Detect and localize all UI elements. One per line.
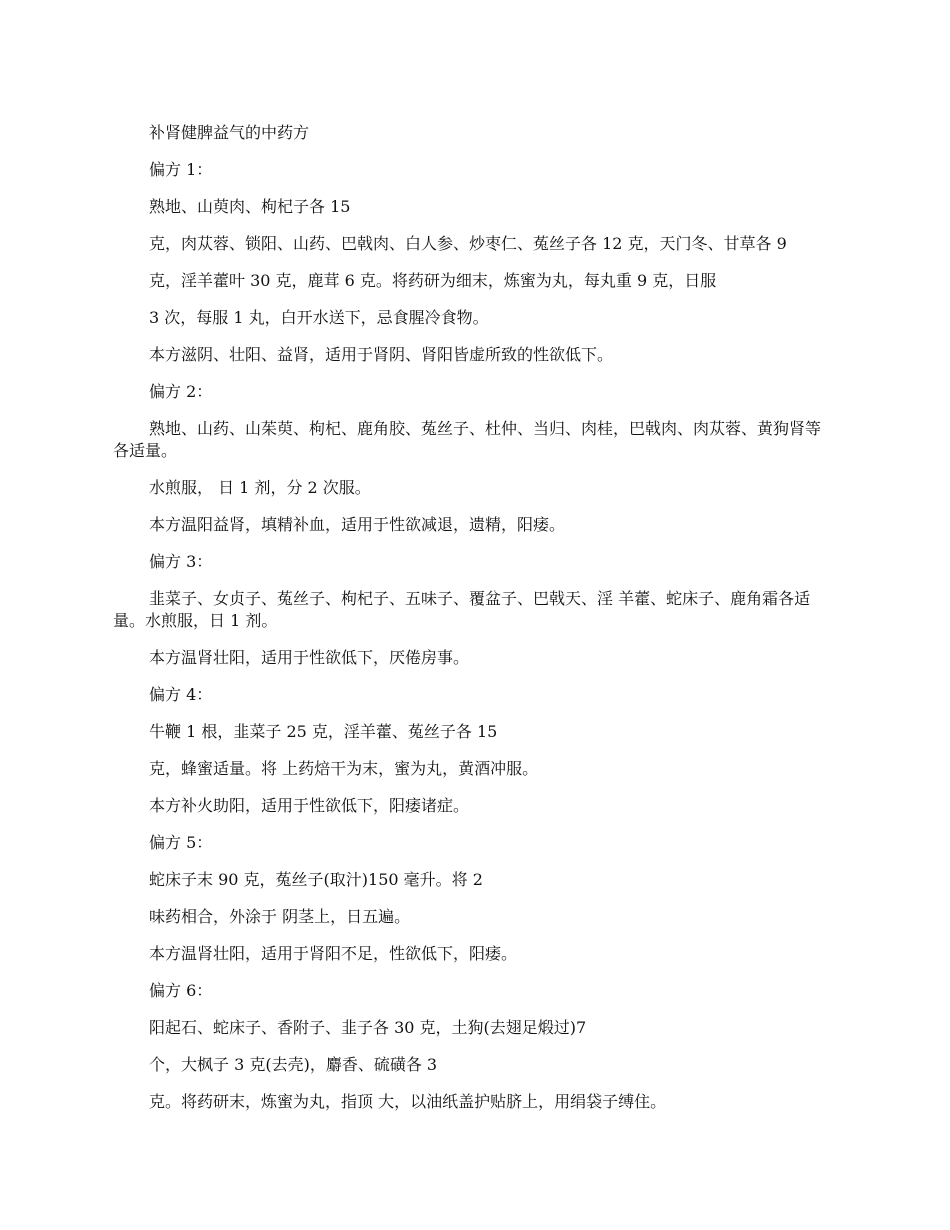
- paragraph: 3 次，每服 1 丸，白开水送下，忌食腥冷食物。: [149, 308, 489, 327]
- paragraph: 本方补火助阳，适用于性欲低下，阳痿诸症。: [149, 796, 470, 815]
- paragraph: 水煎服， 日 1 剂，分 2 次服。: [149, 478, 371, 497]
- paragraph: 熟地、山药、山茱萸、枸杞、鹿角胶、菟丝子、杜仲、当归、肉桂，巴戟肉、肉苁蓉、黄狗肾等各适量。: [113, 419, 822, 460]
- paragraph: 克，肉苁蓉、锁阳、山药、巴戟肉、白人参、炒枣仁、菟丝子各 12 克，天门冬、甘草各 9: [149, 234, 787, 253]
- paragraph: 本方温阳益肾，填精补血，适用于性欲减退，遗精，阳痿。: [149, 515, 566, 534]
- remedy-heading-5: 偏方 5：: [149, 833, 213, 852]
- paragraph: 本方滋阴、壮阳、益肾，适用于肾阴、肾阳皆虚所致的性欲低下。: [149, 345, 614, 364]
- document-title: 补肾健脾益气的中药方: [149, 123, 310, 142]
- remedy-heading-2: 偏方 2：: [149, 382, 213, 401]
- remedy-heading-4: 偏方 4：: [149, 685, 213, 704]
- remedy-heading-3: 偏方 3：: [149, 552, 213, 571]
- paragraph: 味药相合，外涂于 阴茎上，日五遍。: [149, 907, 411, 926]
- paragraph: 克，蜂蜜适量。将 上药焙干为末，蜜为丸，黄酒冲服。: [149, 759, 539, 778]
- paragraph: 牛鞭 1 根，韭菜子 25 克，淫羊藿、菟丝子各 15: [149, 722, 498, 741]
- paragraph: 蛇床子末 90 克，菟丝子(取汁)150 毫升。将 2: [149, 870, 483, 889]
- paragraph: 克，淫羊藿叶 30 克，鹿茸 6 克。将药研为细末，炼蜜为丸，每丸重 9 克，日服: [149, 271, 717, 290]
- paragraph: 本方温肾壮阳，适用于肾阳不足，性欲低下，阳痿。: [149, 944, 518, 963]
- paragraph: 个，大枫子 3 克(去壳)，麝香、硫磺各 3: [149, 1055, 438, 1074]
- paragraph: 熟地、山萸肉、枸杞子各 15: [149, 197, 351, 216]
- paragraph: 本方温肾壮阳，适用于性欲低下，厌倦房事。: [149, 648, 470, 667]
- remedy-heading-6: 偏方 6：: [149, 981, 213, 1000]
- paragraph: 韭菜子、女贞子、菟丝子、枸杞子、五味子、覆盆子、巴戟天、淫 羊藿、蛇床子、鹿角霜各适量。水煎服，日 1 剂。: [113, 589, 811, 630]
- remedy-heading-1: 偏方 1：: [149, 160, 213, 179]
- paragraph: 阳起石、蛇床子、香附子、韭子各 30 克，土狗(去翅足煅过)7: [149, 1018, 587, 1037]
- paragraph: 克。将药研末，炼蜜为丸，指顶 大，以油纸盖护贴脐上，用绢袋子缚住。: [149, 1092, 667, 1111]
- document-body: [113, 122, 829, 1128]
